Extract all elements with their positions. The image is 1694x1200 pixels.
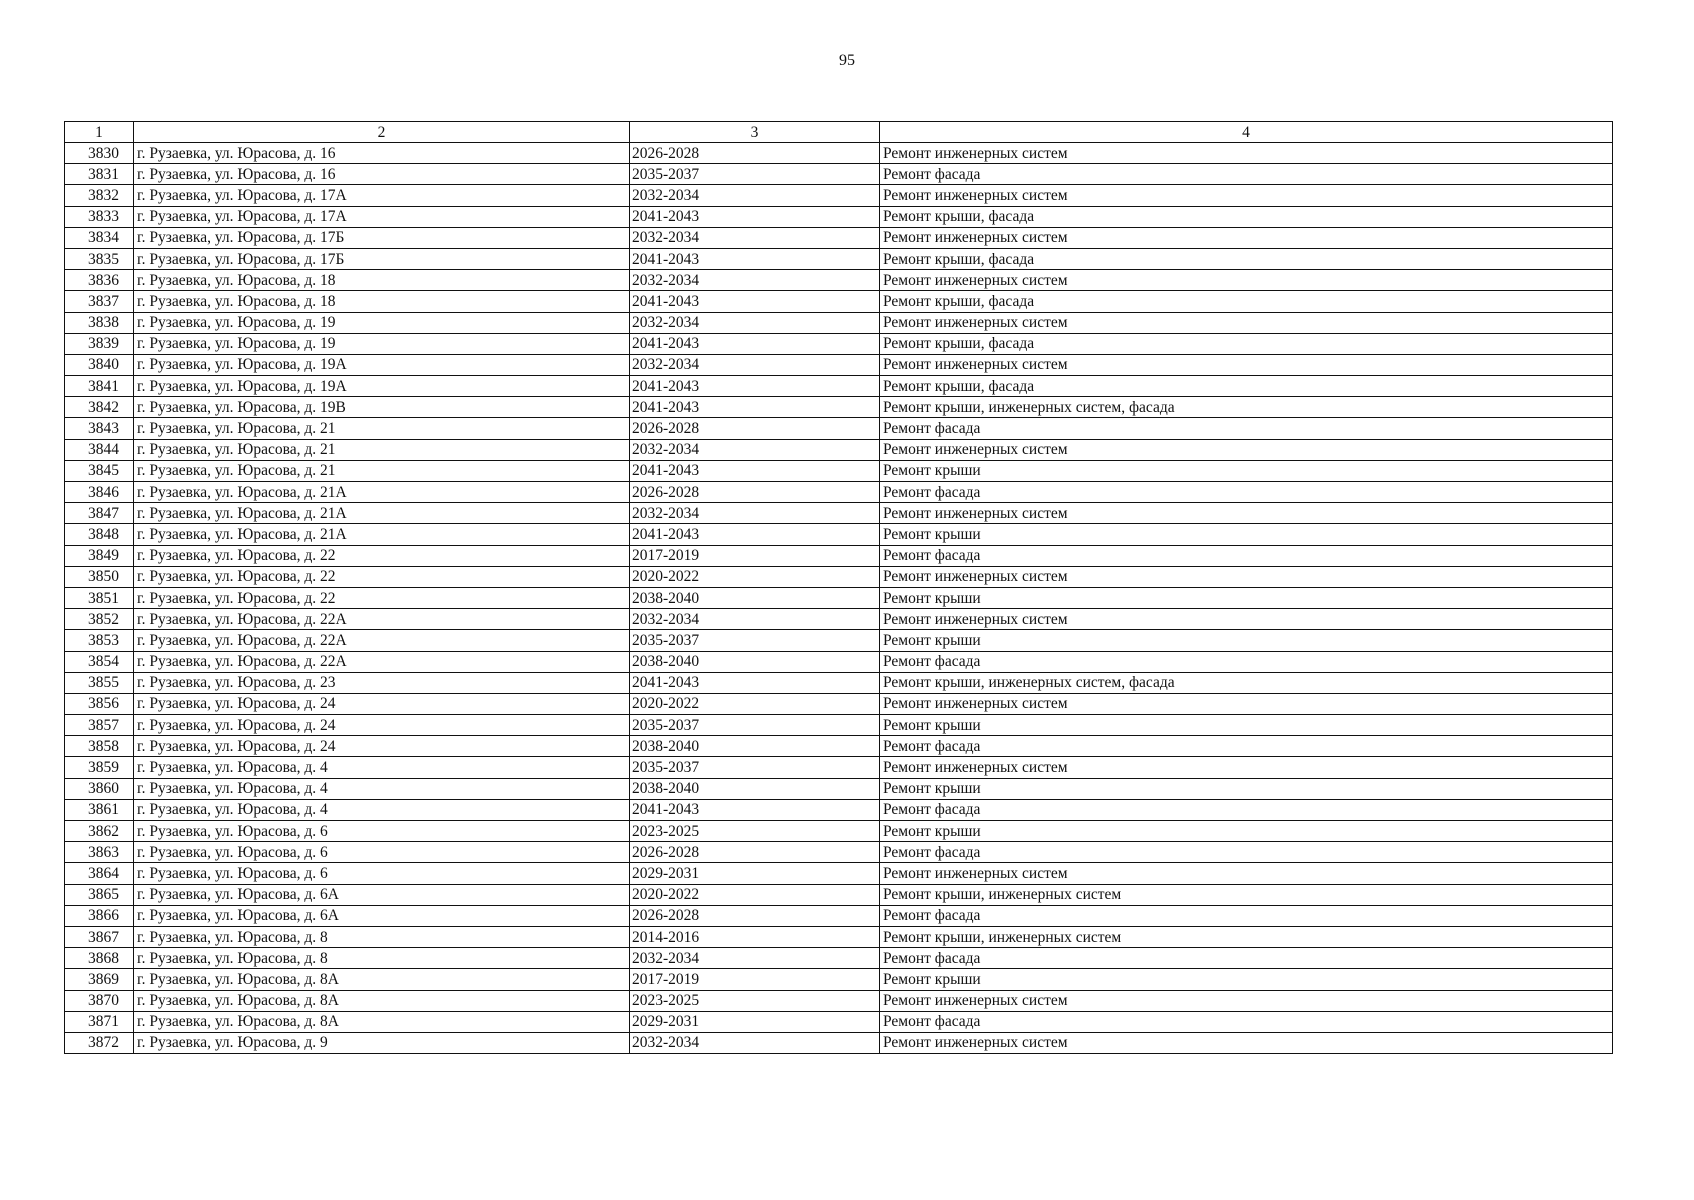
row-number-cell: 3845	[65, 460, 134, 481]
address-cell: г. Рузаевка, ул. Юрасова, д. 17А	[134, 206, 630, 227]
table-row	[65, 757, 1613, 778]
table-row	[65, 376, 1613, 397]
repair-schedule-table	[64, 121, 1613, 1054]
period-cell: 2041-2043	[630, 397, 880, 418]
table-row	[65, 397, 1613, 418]
work-type-cell: Ремонт крыши	[880, 460, 1613, 481]
work-type-cell: Ремонт фасада	[880, 545, 1613, 566]
address-cell: г. Рузаевка, ул. Юрасова, д. 19	[134, 333, 630, 354]
address-cell: г. Рузаевка, ул. Юрасова, д. 21	[134, 418, 630, 439]
address-cell: г. Рузаевка, ул. Юрасова, д. 24	[134, 715, 630, 736]
table-row	[65, 1032, 1613, 1053]
table-row	[65, 312, 1613, 333]
column-header-address: 2	[134, 122, 630, 143]
address-cell: г. Рузаевка, ул. Юрасова, д. 8А	[134, 1011, 630, 1032]
table-row	[65, 185, 1613, 206]
period-cell: 2041-2043	[630, 248, 880, 269]
table-row	[65, 270, 1613, 291]
work-type-cell: Ремонт инженерных систем	[880, 990, 1613, 1011]
work-type-cell: Ремонт крыши, фасада	[880, 291, 1613, 312]
period-cell: 2035-2037	[630, 715, 880, 736]
work-type-cell: Ремонт фасада	[880, 842, 1613, 863]
table-row	[65, 248, 1613, 269]
work-type-cell: Ремонт фасада	[880, 905, 1613, 926]
period-cell: 2041-2043	[630, 672, 880, 693]
address-cell: г. Рузаевка, ул. Юрасова, д. 8	[134, 948, 630, 969]
row-number-cell: 3842	[65, 397, 134, 418]
row-number-cell: 3844	[65, 439, 134, 460]
address-cell: г. Рузаевка, ул. Юрасова, д. 23	[134, 672, 630, 693]
row-number-cell: 3863	[65, 842, 134, 863]
period-cell: 2032-2034	[630, 948, 880, 969]
table-row	[65, 948, 1613, 969]
address-cell: г. Рузаевка, ул. Юрасова, д. 19А	[134, 354, 630, 375]
row-number-cell: 3871	[65, 1011, 134, 1032]
address-cell: г. Рузаевка, ул. Юрасова, д. 16	[134, 143, 630, 164]
work-type-cell: Ремонт фасада	[880, 482, 1613, 503]
period-cell: 2041-2043	[630, 333, 880, 354]
row-number-cell: 3865	[65, 884, 134, 905]
work-type-cell: Ремонт инженерных систем	[880, 270, 1613, 291]
address-cell: г. Рузаевка, ул. Юрасова, д. 19	[134, 312, 630, 333]
address-cell: г. Рузаевка, ул. Юрасова, д. 17А	[134, 185, 630, 206]
work-type-cell: Ремонт фасада	[880, 799, 1613, 820]
row-number-cell: 3869	[65, 969, 134, 990]
period-cell: 2026-2028	[630, 143, 880, 164]
address-cell: г. Рузаевка, ул. Юрасова, д. 21	[134, 460, 630, 481]
table-row	[65, 821, 1613, 842]
row-number-cell: 3853	[65, 630, 134, 651]
period-cell: 2035-2037	[630, 164, 880, 185]
table-row	[65, 990, 1613, 1011]
work-type-cell: Ремонт крыши, инженерных систем, фасада	[880, 397, 1613, 418]
work-type-cell: Ремонт фасада	[880, 651, 1613, 672]
period-cell: 2041-2043	[630, 376, 880, 397]
work-type-cell: Ремонт крыши, инженерных систем, фасада	[880, 672, 1613, 693]
address-cell: г. Рузаевка, ул. Юрасова, д. 8	[134, 926, 630, 947]
address-cell: г. Рузаевка, ул. Юрасова, д. 16	[134, 164, 630, 185]
period-cell: 2041-2043	[630, 524, 880, 545]
table-row	[65, 460, 1613, 481]
row-number-cell: 3834	[65, 227, 134, 248]
row-number-cell: 3864	[65, 863, 134, 884]
period-cell: 2014-2016	[630, 926, 880, 947]
period-cell: 2017-2019	[630, 545, 880, 566]
work-type-cell: Ремонт фасада	[880, 418, 1613, 439]
table-row	[65, 227, 1613, 248]
address-cell: г. Рузаевка, ул. Юрасова, д. 6А	[134, 905, 630, 926]
table-row	[65, 587, 1613, 608]
period-cell: 2017-2019	[630, 969, 880, 990]
address-cell: г. Рузаевка, ул. Юрасова, д. 22А	[134, 609, 630, 630]
work-type-cell: Ремонт инженерных систем	[880, 566, 1613, 587]
work-type-cell: Ремонт фасада	[880, 736, 1613, 757]
address-cell: г. Рузаевка, ул. Юрасова, д. 22	[134, 545, 630, 566]
address-cell: г. Рузаевка, ул. Юрасова, д. 4	[134, 799, 630, 820]
period-cell: 2032-2034	[630, 270, 880, 291]
table-row	[65, 609, 1613, 630]
period-cell: 2038-2040	[630, 736, 880, 757]
period-cell: 2020-2022	[630, 884, 880, 905]
address-cell: г. Рузаевка, ул. Юрасова, д. 17Б	[134, 227, 630, 248]
period-cell: 2023-2025	[630, 821, 880, 842]
period-cell: 2032-2034	[630, 185, 880, 206]
address-cell: г. Рузаевка, ул. Юрасова, д. 21	[134, 439, 630, 460]
table-row	[65, 524, 1613, 545]
address-cell: г. Рузаевка, ул. Юрасова, д. 18	[134, 270, 630, 291]
period-cell: 2041-2043	[630, 460, 880, 481]
work-type-cell: Ремонт инженерных систем	[880, 757, 1613, 778]
period-cell: 2038-2040	[630, 587, 880, 608]
period-cell: 2041-2043	[630, 291, 880, 312]
work-type-cell: Ремонт фасада	[880, 1011, 1613, 1032]
period-cell: 2032-2034	[630, 439, 880, 460]
period-cell: 2035-2037	[630, 630, 880, 651]
address-cell: г. Рузаевка, ул. Юрасова, д. 9	[134, 1032, 630, 1053]
period-cell: 2032-2034	[630, 312, 880, 333]
work-type-cell: Ремонт инженерных систем	[880, 503, 1613, 524]
period-cell: 2020-2022	[630, 693, 880, 714]
work-type-cell: Ремонт крыши, фасада	[880, 376, 1613, 397]
work-type-cell: Ремонт инженерных систем	[880, 609, 1613, 630]
period-cell: 2032-2034	[630, 354, 880, 375]
period-cell: 2038-2040	[630, 651, 880, 672]
row-number-cell: 3843	[65, 418, 134, 439]
column-header-period: 3	[630, 122, 880, 143]
period-cell: 2041-2043	[630, 206, 880, 227]
work-type-cell: Ремонт инженерных систем	[880, 354, 1613, 375]
address-cell: г. Рузаевка, ул. Юрасова, д. 24	[134, 736, 630, 757]
work-type-cell: Ремонт крыши	[880, 630, 1613, 651]
work-type-cell: Ремонт инженерных систем	[880, 1032, 1613, 1053]
period-cell: 2026-2028	[630, 482, 880, 503]
period-cell: 2032-2034	[630, 1032, 880, 1053]
address-cell: г. Рузаевка, ул. Юрасова, д. 21А	[134, 503, 630, 524]
row-number-cell: 3855	[65, 672, 134, 693]
table-row	[65, 651, 1613, 672]
table-row	[65, 693, 1613, 714]
address-cell: г. Рузаевка, ул. Юрасова, д. 18	[134, 291, 630, 312]
work-type-cell: Ремонт крыши	[880, 969, 1613, 990]
table-row	[65, 482, 1613, 503]
table-row	[65, 799, 1613, 820]
row-number-cell: 3858	[65, 736, 134, 757]
address-cell: г. Рузаевка, ул. Юрасова, д. 22	[134, 566, 630, 587]
work-type-cell: Ремонт крыши, инженерных систем	[880, 926, 1613, 947]
address-cell: г. Рузаевка, ул. Юрасова, д. 6	[134, 842, 630, 863]
period-cell: 2035-2037	[630, 757, 880, 778]
row-number-cell: 3840	[65, 354, 134, 375]
row-number-cell: 3835	[65, 248, 134, 269]
period-cell: 2029-2031	[630, 1011, 880, 1032]
work-type-cell: Ремонт крыши	[880, 587, 1613, 608]
row-number-cell: 3837	[65, 291, 134, 312]
row-number-cell: 3868	[65, 948, 134, 969]
period-cell: 2026-2028	[630, 842, 880, 863]
column-header-number: 1	[65, 122, 134, 143]
address-cell: г. Рузаевка, ул. Юрасова, д. 19А	[134, 376, 630, 397]
period-cell: 2026-2028	[630, 905, 880, 926]
row-number-cell: 3861	[65, 799, 134, 820]
work-type-cell: Ремонт крыши	[880, 715, 1613, 736]
row-number-cell: 3852	[65, 609, 134, 630]
address-cell: г. Рузаевка, ул. Юрасова, д. 17Б	[134, 248, 630, 269]
table-row	[65, 672, 1613, 693]
table-header	[65, 122, 1613, 143]
table-row	[65, 842, 1613, 863]
work-type-cell: Ремонт инженерных систем	[880, 693, 1613, 714]
table-row	[65, 566, 1613, 587]
row-number-cell: 3838	[65, 312, 134, 333]
row-number-cell: 3849	[65, 545, 134, 566]
period-cell: 2020-2022	[630, 566, 880, 587]
row-number-cell: 3860	[65, 778, 134, 799]
period-cell: 2041-2043	[630, 799, 880, 820]
period-cell: 2026-2028	[630, 418, 880, 439]
address-cell: г. Рузаевка, ул. Юрасова, д. 21А	[134, 482, 630, 503]
table-row	[65, 418, 1613, 439]
period-cell: 2038-2040	[630, 778, 880, 799]
row-number-cell: 3866	[65, 905, 134, 926]
address-cell: г. Рузаевка, ул. Юрасова, д. 8А	[134, 969, 630, 990]
table-row	[65, 333, 1613, 354]
table-row	[65, 905, 1613, 926]
address-cell: г. Рузаевка, ул. Юрасова, д. 24	[134, 693, 630, 714]
column-header-work-type: 4	[880, 122, 1613, 143]
address-cell: г. Рузаевка, ул. Юрасова, д. 4	[134, 778, 630, 799]
page-number: 95	[839, 52, 855, 69]
row-number-cell: 3831	[65, 164, 134, 185]
row-number-cell: 3850	[65, 566, 134, 587]
row-number-cell: 3857	[65, 715, 134, 736]
work-type-cell: Ремонт крыши, фасада	[880, 333, 1613, 354]
row-number-cell: 3833	[65, 206, 134, 227]
address-cell: г. Рузаевка, ул. Юрасова, д. 6	[134, 821, 630, 842]
table-row	[65, 545, 1613, 566]
address-cell: г. Рузаевка, ул. Юрасова, д. 6А	[134, 884, 630, 905]
row-number-cell: 3841	[65, 376, 134, 397]
period-cell: 2023-2025	[630, 990, 880, 1011]
work-type-cell: Ремонт крыши	[880, 778, 1613, 799]
table-body	[65, 143, 1613, 1054]
table-row	[65, 354, 1613, 375]
work-type-cell: Ремонт крыши, фасада	[880, 248, 1613, 269]
row-number-cell: 3836	[65, 270, 134, 291]
row-number-cell: 3846	[65, 482, 134, 503]
work-type-cell: Ремонт инженерных систем	[880, 863, 1613, 884]
table-row	[65, 143, 1613, 164]
row-number-cell: 3870	[65, 990, 134, 1011]
table-row	[65, 715, 1613, 736]
period-cell: 2032-2034	[630, 609, 880, 630]
table-row	[65, 164, 1613, 185]
table-row	[65, 884, 1613, 905]
table-row	[65, 503, 1613, 524]
period-cell: 2032-2034	[630, 503, 880, 524]
address-cell: г. Рузаевка, ул. Юрасова, д. 22А	[134, 630, 630, 651]
row-number-cell: 3851	[65, 587, 134, 608]
row-number-cell: 3832	[65, 185, 134, 206]
work-type-cell: Ремонт крыши, фасада	[880, 206, 1613, 227]
work-type-cell: Ремонт фасада	[880, 948, 1613, 969]
table-row	[65, 1011, 1613, 1032]
row-number-cell: 3848	[65, 524, 134, 545]
work-type-cell: Ремонт крыши	[880, 821, 1613, 842]
address-cell: г. Рузаевка, ул. Юрасова, д. 4	[134, 757, 630, 778]
row-number-cell: 3854	[65, 651, 134, 672]
work-type-cell: Ремонт инженерных систем	[880, 439, 1613, 460]
work-type-cell: Ремонт крыши, инженерных систем	[880, 884, 1613, 905]
address-cell: г. Рузаевка, ул. Юрасова, д. 8А	[134, 990, 630, 1011]
row-number-cell: 3856	[65, 693, 134, 714]
address-cell: г. Рузаевка, ул. Юрасова, д. 19В	[134, 397, 630, 418]
row-number-cell: 3862	[65, 821, 134, 842]
table-row	[65, 206, 1613, 227]
work-type-cell: Ремонт инженерных систем	[880, 227, 1613, 248]
work-type-cell: Ремонт фасада	[880, 164, 1613, 185]
table-row	[65, 969, 1613, 990]
table-row	[65, 439, 1613, 460]
work-type-cell: Ремонт инженерных систем	[880, 185, 1613, 206]
work-type-cell: Ремонт инженерных систем	[880, 143, 1613, 164]
period-cell: 2029-2031	[630, 863, 880, 884]
row-number-cell: 3867	[65, 926, 134, 947]
table-row	[65, 736, 1613, 757]
table-row	[65, 630, 1613, 651]
header-row	[65, 122, 1613, 143]
address-cell: г. Рузаевка, ул. Юрасова, д. 21А	[134, 524, 630, 545]
table-row	[65, 926, 1613, 947]
row-number-cell: 3847	[65, 503, 134, 524]
table-row	[65, 778, 1613, 799]
row-number-cell: 3830	[65, 143, 134, 164]
address-cell: г. Рузаевка, ул. Юрасова, д. 6	[134, 863, 630, 884]
address-cell: г. Рузаевка, ул. Юрасова, д. 22А	[134, 651, 630, 672]
work-type-cell: Ремонт инженерных систем	[880, 312, 1613, 333]
row-number-cell: 3839	[65, 333, 134, 354]
row-number-cell: 3872	[65, 1032, 134, 1053]
work-type-cell: Ремонт крыши	[880, 524, 1613, 545]
table-row	[65, 291, 1613, 312]
row-number-cell: 3859	[65, 757, 134, 778]
table-row	[65, 863, 1613, 884]
period-cell: 2032-2034	[630, 227, 880, 248]
address-cell: г. Рузаевка, ул. Юрасова, д. 22	[134, 587, 630, 608]
